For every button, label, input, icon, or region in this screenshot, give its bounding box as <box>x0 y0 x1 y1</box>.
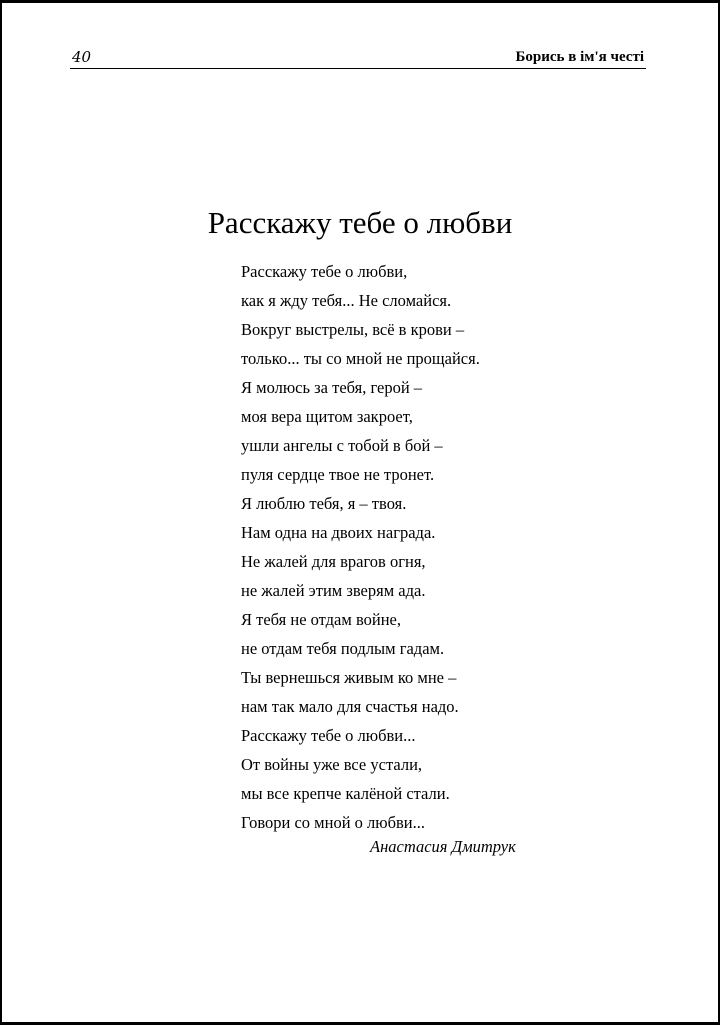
poem-line: Говори со мной о любви... <box>241 813 425 832</box>
poem-line: нам так мало для счастья надо. <box>241 697 459 716</box>
poem-line: Вокруг выстрелы, всё в крови – <box>241 320 465 339</box>
poem-line: не отдам тебя подлым гадам. <box>241 639 445 658</box>
poem-line: не жалей этим зверям ада. <box>241 581 426 600</box>
page-number: 40 <box>72 48 92 66</box>
poem-title: Расскажу тебе о любви <box>207 205 513 240</box>
poem-line: Нам одна на двоих награда. <box>241 523 436 542</box>
poem-line: Расскажу тебе о любви... <box>241 726 416 745</box>
poem-line: только... ты со мной не прощайся. <box>241 349 480 368</box>
poem-body <box>241 260 641 840</box>
running-header <box>70 46 646 69</box>
poem-line: Я молюсь за тебя, герой – <box>241 378 423 397</box>
poem-line: мы все крепче калёной стали. <box>241 784 450 803</box>
book-title: Борись в ім'я честі <box>515 49 644 65</box>
poem-line: От войны уже все устали, <box>241 755 423 774</box>
poem-line: Не жалей для врагов огня, <box>241 552 426 571</box>
poem-author: Анастасия Дмитрук <box>370 837 516 856</box>
poem-line: ушли ангелы с тобой в бой – <box>241 436 443 455</box>
poem-line: Расскажу тебе о любви, <box>241 262 408 281</box>
poem-line: Я тебя не отдам войне, <box>241 610 401 629</box>
poem-line: моя вера щитом закроет, <box>241 407 413 426</box>
poem-line: Я люблю тебя, я – твоя. <box>241 494 407 513</box>
poem-line: как я жду тебя... Не сломайся. <box>241 291 452 310</box>
poem-line: пуля сердце твое не тронет. <box>241 465 435 484</box>
poem-line: Ты вернешься живым ко мне – <box>241 668 457 687</box>
